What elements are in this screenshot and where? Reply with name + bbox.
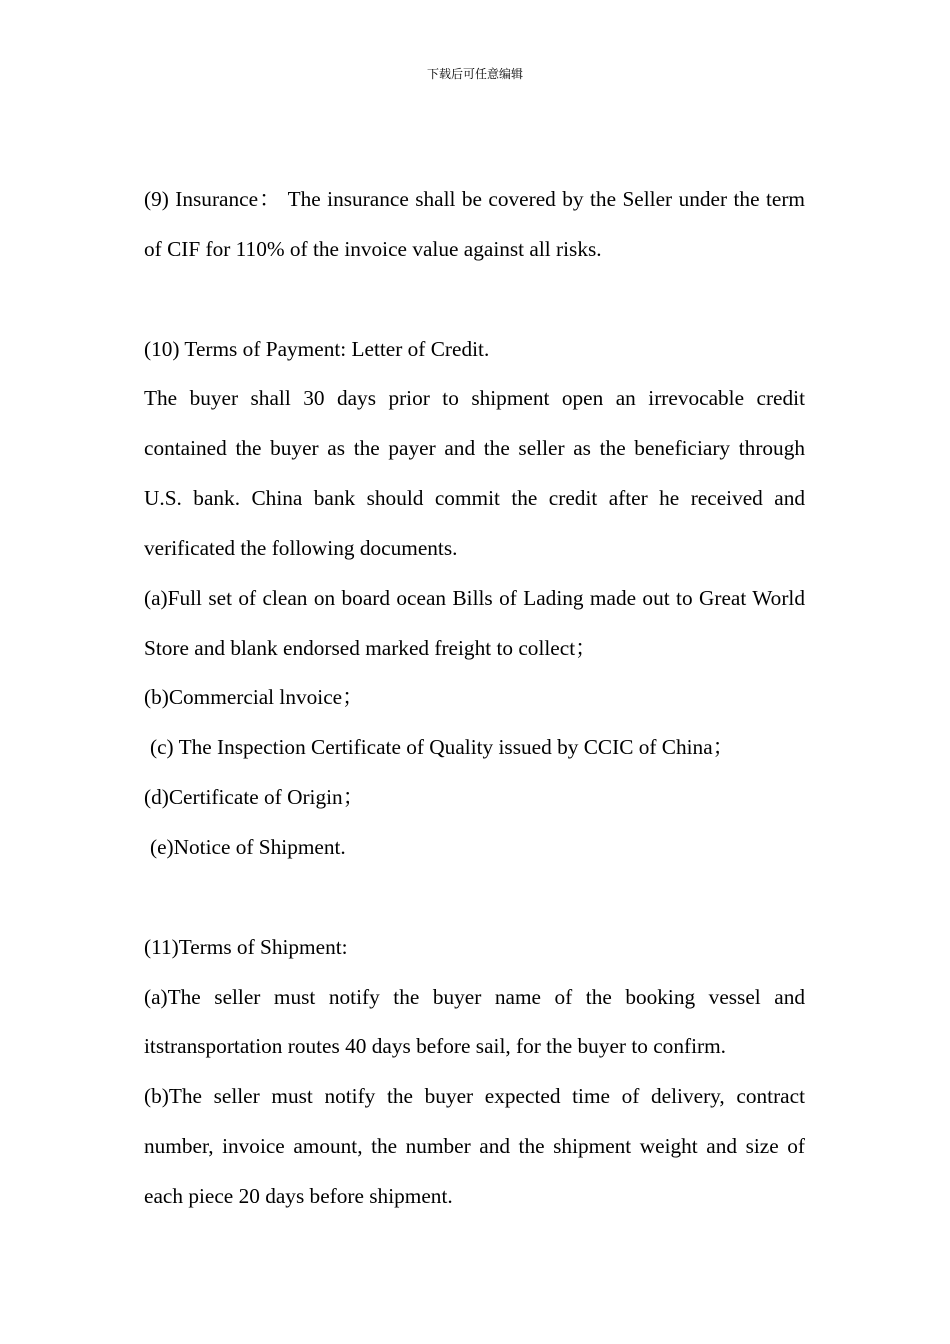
document-body: [144, 175, 805, 1222]
payment-item-b: (b)Commercial lnvoice；: [144, 685, 364, 710]
shipment-item-b: (b)The seller must notify the buyer expected time of delivery, contract number, invoice amount, the number and the shipment weight and size of each piece 20 days before shipment.: [144, 1084, 805, 1208]
payment-body: The buyer shall 30 days prior to shipment open an irrevocable credit contained the buyer as the payer and the seller as the beneficiary through U.S. bank. China bank should commit the credit after he received and verificated the following documents.: [144, 386, 805, 560]
payment-item-a: (a)Full set of clean on board ocean Bills of Lading made out to Great World Store and blank endorsed marked freight to collect；: [144, 585, 805, 660]
shipment-title: (11)Terms of Shipment:: [144, 934, 348, 959]
shipment-item-a: (a)The seller must notify the buyer name of the booking vessel and itstransportation routes 40 days before sail, for the buyer to confirm.: [144, 984, 805, 1059]
page-header: 下载后可任意编辑: [426, 67, 523, 81]
payment-item-c: (c) The Inspection Certificate of Quality issued by CCIC of China；: [150, 735, 734, 760]
payment-title: (10) Terms of Payment: Letter of Credit.: [144, 336, 490, 361]
spacer: [144, 275, 805, 325]
spacer: [144, 873, 805, 923]
insurance-clause: (9) Insurance： The insurance shall be covered by the Seller under the term of CIF for 110% of the invoice value against all risks.: [144, 187, 805, 261]
payment-item-e: (e)Notice of Shipment.: [150, 834, 346, 859]
payment-item-d: (d)Certificate of Origin；: [144, 785, 364, 810]
